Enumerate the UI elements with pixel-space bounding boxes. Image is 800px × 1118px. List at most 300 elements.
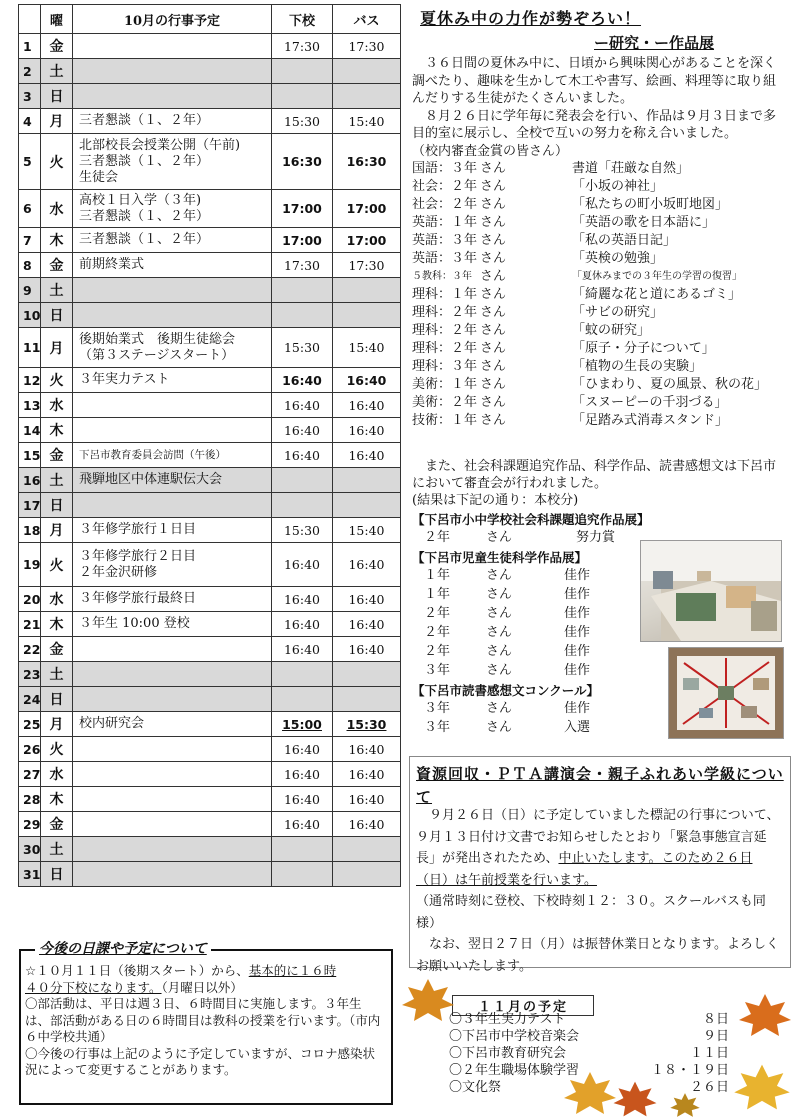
schedule-row xyxy=(19,443,401,468)
award-item xyxy=(412,214,788,232)
event-text: 三者懇談（１、２年） xyxy=(79,153,210,169)
bus-time: 16:40 xyxy=(333,787,401,812)
award-work: 「私たちの町小坂町地図」 xyxy=(572,197,729,212)
event-cell xyxy=(73,368,272,393)
schedule-row xyxy=(19,762,401,787)
event-text: 校内研究会 xyxy=(79,716,145,731)
event-cell xyxy=(73,134,272,190)
category-science: 【下呂市児童生徒科学作品展】 xyxy=(412,550,588,565)
day-of-week: 金 xyxy=(41,812,73,837)
schedule-row xyxy=(19,543,401,587)
event-cell xyxy=(73,328,272,368)
day-number: 28 xyxy=(19,787,41,812)
award-subj: 理科：３年 xyxy=(412,359,478,374)
dismissal-time xyxy=(272,84,333,109)
schedule-row xyxy=(19,662,401,687)
bus-time xyxy=(333,59,401,84)
schedule-row xyxy=(19,837,401,862)
bus-time: 16:40 xyxy=(333,587,401,612)
bus-time: 16:40 xyxy=(333,737,401,762)
november-label: 〇下呂市中学校音楽会 xyxy=(449,1029,580,1044)
event-text: 後期始業式 後期生徒総会 xyxy=(79,331,236,347)
notice-text-a: ９月２６日（日）に予定していました標記の行事について、９月１３日付け文書でお知らせしたとおり「緊急事態宣言延長」が発出されたため、 xyxy=(416,808,780,866)
award-san: さん xyxy=(480,341,507,356)
prize-prize: 佳作 xyxy=(564,625,591,640)
day-of-week: 金 xyxy=(41,637,73,662)
day-number: 7 xyxy=(19,228,41,253)
bus-time xyxy=(333,468,401,493)
day-of-week: 金 xyxy=(41,253,73,278)
prize-san: さん xyxy=(486,568,513,583)
future-item-3: 〇今後の行事は上記のように予定していますが、コロナ感染状況によって変更することがあります。 xyxy=(25,1045,376,1077)
award-work: 「蚊の研究」 xyxy=(572,323,651,338)
event-text: 前期終業式 xyxy=(79,257,145,272)
dismissal-time xyxy=(272,862,333,887)
notice-title: 資源回収・ＰＴＡ講演会・親子ふれあい学級について xyxy=(416,765,784,806)
day-of-week: 土 xyxy=(41,837,73,862)
prize-grade: ３年 xyxy=(424,701,451,716)
november-date: ９日 xyxy=(702,1029,729,1044)
day-of-week: 日 xyxy=(41,493,73,518)
header-bus: バス xyxy=(333,5,401,34)
autumn-leaf-icon xyxy=(730,1060,794,1114)
prize-grade: ３年 xyxy=(424,663,451,678)
award-work: 「ひまわり、夏の風景、秋の花」 xyxy=(572,377,768,392)
schedule-row xyxy=(19,368,401,393)
exhibit-photo-2 xyxy=(668,647,784,739)
article-subtitle: ー研究・ー作品展 xyxy=(594,34,715,52)
award-item xyxy=(412,376,788,394)
dismissal-time: 16:40 xyxy=(272,368,333,393)
day-number: 9 xyxy=(19,278,41,303)
notice-body xyxy=(416,805,784,977)
award-san: さん xyxy=(480,215,507,230)
november-date: １８・１９日 xyxy=(650,1063,729,1078)
day-of-week: 木 xyxy=(41,418,73,443)
bus-time-text: 15:30 xyxy=(346,716,387,732)
event-cell xyxy=(73,837,272,862)
november-label: 〇文化祭 xyxy=(449,1080,502,1095)
event-text: 三者懇談（１、２年） xyxy=(79,232,210,247)
day-number: 12 xyxy=(19,368,41,393)
schedule-header-row xyxy=(19,5,401,34)
schedule-row xyxy=(19,418,401,443)
day-number: 26 xyxy=(19,737,41,762)
day-number: 20 xyxy=(19,587,41,612)
award-work: 「英検の勉強」 xyxy=(572,251,664,266)
day-of-week: 土 xyxy=(41,468,73,493)
day-number: 24 xyxy=(19,687,41,712)
autumn-leaf-icon xyxy=(610,1080,660,1118)
bus-time: 16:40 xyxy=(333,812,401,837)
award-item xyxy=(412,412,788,430)
event-cell xyxy=(73,712,272,737)
day-number: 21 xyxy=(19,612,41,637)
november-date: ２６日 xyxy=(689,1080,729,1095)
award-item xyxy=(412,178,788,196)
event-text: ３年修学旅行２日目 xyxy=(79,548,197,564)
event-cell xyxy=(73,109,272,134)
event-cell xyxy=(73,737,272,762)
day-of-week: 日 xyxy=(41,862,73,887)
award-item xyxy=(412,340,788,358)
dismissal-time: 17:00 xyxy=(272,190,333,228)
prize-prize: 佳作 xyxy=(564,606,591,621)
event-cell xyxy=(73,543,272,587)
day-of-week: 木 xyxy=(41,228,73,253)
event-cell xyxy=(73,393,272,418)
schedule-row xyxy=(19,303,401,328)
event-cell xyxy=(73,253,272,278)
event-text: ３年修学旅行最終日 xyxy=(79,591,197,606)
award-subj: 社会：２年 xyxy=(412,197,478,212)
event-cell xyxy=(73,637,272,662)
prize-prize: 佳作 xyxy=(564,701,591,716)
article-paragraph-3: （校内審査金賞の皆さん） xyxy=(412,143,569,159)
award-san: さん xyxy=(480,287,507,302)
bus-time xyxy=(333,303,401,328)
notice-paragraph-3: なお、翌日２７日（月）は振替休業日となります。よろしくお願いいたします。 xyxy=(416,937,779,974)
schedule-row xyxy=(19,812,401,837)
event-cell xyxy=(73,190,272,228)
bus-time: 17:30 xyxy=(333,34,401,59)
schedule-row xyxy=(19,493,401,518)
prize-grade: １年 xyxy=(424,587,451,602)
schedule-row xyxy=(19,612,401,637)
schedule-row xyxy=(19,59,401,84)
schedule-row xyxy=(19,134,401,190)
day-number: 31 xyxy=(19,862,41,887)
november-item xyxy=(449,1011,729,1028)
schedule-row xyxy=(19,84,401,109)
day-number: 19 xyxy=(19,543,41,587)
bus-time: 15:40 xyxy=(333,518,401,543)
prize-prize: 佳作 xyxy=(564,568,591,583)
award-subj: 美術：２年 xyxy=(412,395,478,410)
day-of-week: 土 xyxy=(41,278,73,303)
dismissal-time: 16:40 xyxy=(272,612,333,637)
bus-time xyxy=(333,687,401,712)
november-label: 〇下呂市教育研究会 xyxy=(449,1046,567,1061)
award-subj: 社会：２年 xyxy=(412,179,478,194)
day-of-week: 木 xyxy=(41,612,73,637)
bus-time: 17:30 xyxy=(333,253,401,278)
prize-grade: ３年 xyxy=(424,720,451,735)
event-text: ３年実力テスト xyxy=(79,372,170,387)
dismissal-time: 16:40 xyxy=(272,637,333,662)
award-subj: 英語：３年 xyxy=(412,251,478,266)
event-cell xyxy=(73,587,272,612)
day-number: 5 xyxy=(19,134,41,190)
article-title: 夏休み中の力作が勢ぞろい！ xyxy=(420,9,642,28)
day-of-week: 水 xyxy=(41,393,73,418)
award-work: 「小坂の神社」 xyxy=(572,179,664,194)
award-item xyxy=(412,322,788,340)
day-number: 22 xyxy=(19,637,41,662)
article-paragraph-4: また、社会科課題追究作品、科学作品、読書感想文は下呂市において審査会が行われました。 xyxy=(412,459,777,491)
event-cell xyxy=(73,518,272,543)
bus-time: 16:40 xyxy=(333,543,401,587)
dismissal-time: 16:40 xyxy=(272,737,333,762)
bus-time: 16:40 xyxy=(333,612,401,637)
schedule-row xyxy=(19,34,401,59)
award-san: さん xyxy=(480,305,507,320)
event-cell xyxy=(73,303,272,328)
article-paragraph-2: ８月２６日に学年毎に発表会を行い、作品は９月３日まで多目的室に展示し、全校で互いの努力を称え合いました。 xyxy=(412,108,777,141)
prize-grade: ２年 xyxy=(424,606,451,621)
prize-grade: ２年 xyxy=(424,530,451,545)
dismissal-time: 16:40 xyxy=(272,418,333,443)
november-label: 〇３年生実力テスト xyxy=(449,1012,566,1027)
award-work: 「夏休みまでの３年生の学習の復習」 xyxy=(572,271,742,282)
november-date: １１日 xyxy=(689,1046,729,1061)
bus-time: 17:00 xyxy=(333,190,401,228)
dismissal-time: 16:40 xyxy=(272,787,333,812)
dismissal-time: 15:30 xyxy=(272,518,333,543)
award-san: さん xyxy=(480,161,507,176)
prize-prize: 努力賞 xyxy=(576,530,616,545)
day-of-week: 日 xyxy=(41,84,73,109)
award-work: 書道「荘厳な自然」 xyxy=(572,161,690,176)
event-cell xyxy=(73,812,272,837)
award-work: 「サビの研究」 xyxy=(572,305,664,320)
schedule-row xyxy=(19,637,401,662)
category-social-studies: 【下呂市小中学校社会科課題追究作品展】 xyxy=(412,512,650,527)
future-item-1 xyxy=(25,963,385,996)
prize-grade: ２年 xyxy=(424,644,451,659)
schedule-row xyxy=(19,109,401,134)
day-number: 14 xyxy=(19,418,41,443)
award-san: さん xyxy=(480,197,507,212)
day-number: 1 xyxy=(19,34,41,59)
dismissal-time: 16:30 xyxy=(272,134,333,190)
prize-san: さん xyxy=(486,587,513,602)
future-item-1-d: （月曜日以外） xyxy=(161,979,243,995)
bus-time: 16:40 xyxy=(333,762,401,787)
award-san: さん xyxy=(480,251,507,266)
event-text: （第３ステージスタート） xyxy=(79,347,235,363)
award-item xyxy=(412,286,788,304)
prize-grade: ２年 xyxy=(424,625,451,640)
event-cell xyxy=(73,612,272,637)
bus-time: 16:40 xyxy=(333,418,401,443)
award-subj: 理科：２年 xyxy=(412,305,478,320)
award-work: 「綺麗な花と道にあるゴミ」 xyxy=(572,287,742,302)
dismissal-time: 16:40 xyxy=(272,393,333,418)
day-number: 25 xyxy=(19,712,41,737)
bus-time xyxy=(333,712,401,737)
future-item-1-c: ４０分下校になります。 xyxy=(25,979,162,995)
day-of-week: 土 xyxy=(41,662,73,687)
dismissal-time xyxy=(272,493,333,518)
award-item xyxy=(412,394,788,412)
day-of-week: 水 xyxy=(41,762,73,787)
future-item-2: 〇部活動は、平日は週３日、６時間目に実施します。３年生は、部活動がある日の６時間目は教科の授業を行います。（市内６中学校共通） xyxy=(25,996,381,1044)
day-of-week: 日 xyxy=(41,687,73,712)
bus-time: 16:40 xyxy=(333,443,401,468)
award-item xyxy=(412,304,788,322)
dismissal-time: 15:30 xyxy=(272,328,333,368)
november-label: 〇２年生職場体験学習 xyxy=(449,1063,580,1078)
award-work: 「スヌーピーの千羽づる」 xyxy=(572,395,728,410)
award-item xyxy=(412,160,788,178)
bus-time xyxy=(333,84,401,109)
prize-prize: 佳作 xyxy=(564,587,591,602)
dismissal-time: 16:40 xyxy=(272,543,333,587)
schedule-row xyxy=(19,787,401,812)
day-of-week: 水 xyxy=(41,587,73,612)
bus-time xyxy=(333,493,401,518)
autumn-leaf-icon xyxy=(665,1092,705,1118)
event-text: ２年金沢研修 xyxy=(79,564,158,580)
award-item xyxy=(412,196,788,214)
prize-san: さん xyxy=(486,625,513,640)
bus-time xyxy=(333,662,401,687)
dismissal-time xyxy=(272,468,333,493)
event-cell xyxy=(73,468,272,493)
bus-time: 15:40 xyxy=(333,109,401,134)
schedule-row xyxy=(19,862,401,887)
event-cell xyxy=(73,34,272,59)
day-number: 11 xyxy=(19,328,41,368)
award-work: 「私の英語日記」 xyxy=(572,233,677,248)
dismissal-time xyxy=(272,59,333,84)
autumn-leaf-icon xyxy=(735,990,795,1040)
day-number: 23 xyxy=(19,662,41,687)
schedule-row xyxy=(19,518,401,543)
dismissal-time: 17:30 xyxy=(272,253,333,278)
event-cell xyxy=(73,443,272,468)
event-text: 三者懇談（１、２年） xyxy=(79,208,210,224)
header-event: 10月の行事予定 xyxy=(73,5,272,34)
prize-san: さん xyxy=(486,701,513,716)
bus-time xyxy=(333,862,401,887)
prize-prize: 佳作 xyxy=(564,644,591,659)
award-item xyxy=(412,232,788,250)
november-date: ８日 xyxy=(702,1012,729,1027)
schedule-row xyxy=(19,712,401,737)
dismissal-time: 16:40 xyxy=(272,812,333,837)
event-text: 北部校長会授業公開（午前) xyxy=(79,137,241,153)
schedule-row xyxy=(19,190,401,228)
event-cell xyxy=(73,862,272,887)
future-item-1-b: 基本的に１６時 xyxy=(248,963,337,978)
day-number: 17 xyxy=(19,493,41,518)
event-cell xyxy=(73,493,272,518)
award-san: さん xyxy=(480,413,507,428)
schedule-row xyxy=(19,393,401,418)
bus-time: 16:30 xyxy=(333,134,401,190)
schedule-row xyxy=(19,278,401,303)
award-list xyxy=(412,160,788,430)
day-of-week: 金 xyxy=(41,443,73,468)
prize-san: さん xyxy=(486,720,513,735)
bus-time: 15:40 xyxy=(333,328,401,368)
day-number: 6 xyxy=(19,190,41,228)
day-of-week: 月 xyxy=(41,328,73,368)
future-item-1-a: ☆１０月１１日（後期スタート）から、 xyxy=(25,963,249,978)
prize-prize: 佳作 xyxy=(564,663,591,678)
award-subj: ５教科：３年 xyxy=(412,271,472,282)
category-reading: 【下呂市読書感想文コンクール】 xyxy=(412,683,600,698)
award-subj: 理科：２年 xyxy=(412,341,478,356)
day-of-week: 火 xyxy=(41,368,73,393)
bus-time: 16:40 xyxy=(333,637,401,662)
award-san: さん xyxy=(480,323,507,338)
event-cell xyxy=(73,687,272,712)
day-number: 16 xyxy=(19,468,41,493)
event-cell xyxy=(73,762,272,787)
day-number: 8 xyxy=(19,253,41,278)
day-number: 3 xyxy=(19,84,41,109)
schedule-row xyxy=(19,228,401,253)
dismissal-time-text: 15:00 xyxy=(282,716,322,732)
day-of-week: 火 xyxy=(41,134,73,190)
dismissal-time: 16:40 xyxy=(272,762,333,787)
schedule-table xyxy=(18,4,401,887)
event-cell xyxy=(73,228,272,253)
dismissal-time xyxy=(272,687,333,712)
dismissal-time: 15:30 xyxy=(272,109,333,134)
bus-time: 17:00 xyxy=(333,228,401,253)
award-item xyxy=(412,358,788,376)
award-san: さん xyxy=(480,269,507,284)
event-text: ３年生 10:00 登校 xyxy=(79,616,190,631)
dismissal-time xyxy=(272,712,333,737)
award-subj: 技術：１年 xyxy=(412,413,478,428)
prize-grade: １年 xyxy=(424,568,451,583)
day-of-week: 水 xyxy=(41,190,73,228)
award-item xyxy=(412,268,788,286)
event-text: 生徒会 xyxy=(79,169,119,185)
event-text: 高校１日入学（３年) xyxy=(79,192,202,208)
november-title: １１月の予定 xyxy=(452,995,594,1016)
event-cell xyxy=(73,59,272,84)
notice-paragraph-2: （通常時刻に登校、下校時刻１２：３０。スクールバスも同様） xyxy=(416,894,766,931)
day-number: 27 xyxy=(19,762,41,787)
day-of-week: 土 xyxy=(41,59,73,84)
award-work: 「足踏み式消毒スタンド」 xyxy=(572,413,729,428)
header-gekou: 下校 xyxy=(272,5,333,34)
bus-time xyxy=(333,278,401,303)
event-cell xyxy=(73,278,272,303)
prize-prize: 入選 xyxy=(564,720,591,735)
award-san: さん xyxy=(480,395,507,410)
event-cell xyxy=(73,418,272,443)
day-number: 18 xyxy=(19,518,41,543)
schedule-row xyxy=(19,253,401,278)
dismissal-time xyxy=(272,278,333,303)
event-text: 飛騨地区中体連駅伝大会 xyxy=(79,472,223,487)
schedule-row xyxy=(19,328,401,368)
day-of-week: 火 xyxy=(41,543,73,587)
day-of-week: 月 xyxy=(41,109,73,134)
schedule-row xyxy=(19,468,401,493)
dismissal-time xyxy=(272,303,333,328)
award-san: さん xyxy=(480,359,507,374)
header-dow: 曜 xyxy=(41,5,73,34)
dismissal-time xyxy=(272,837,333,862)
award-item xyxy=(412,250,788,268)
award-subj: 国語：３年 xyxy=(412,161,478,176)
autumn-leaf-icon xyxy=(398,975,458,1025)
dismissal-time: 17:30 xyxy=(272,34,333,59)
schedule-row xyxy=(19,587,401,612)
day-of-week: 火 xyxy=(41,737,73,762)
article-paragraph-5: (結果は下記の通り：本校分) xyxy=(412,493,579,508)
bus-time: 16:40 xyxy=(333,393,401,418)
award-san: さん xyxy=(480,233,507,248)
